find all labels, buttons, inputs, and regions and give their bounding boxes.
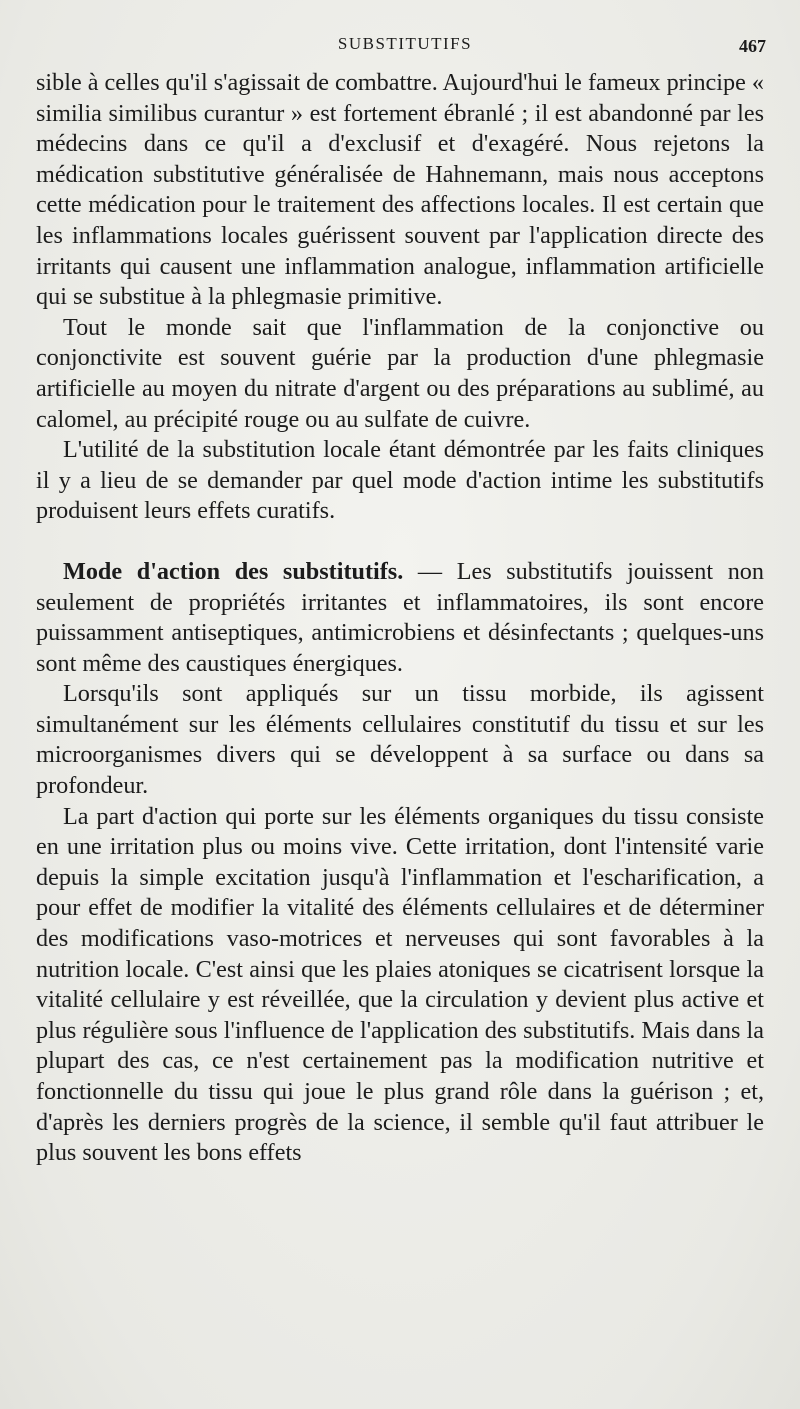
- body-text: [36, 68, 764, 1169]
- section-title: Mode d'action des substitutifs.: [63, 557, 404, 585]
- section-spacer: [36, 527, 764, 557]
- section-lead-paragraph: [36, 557, 764, 679]
- page-header: [40, 30, 770, 60]
- section-lead-text: — Les substitutifs jouissent non seulement de propriétés irritantes et inflammatoires, ils sont encore puissamment antiseptiques, antimicrobiens et désinfectants ; quelques-uns sont même des caustiques énergiques.: [36, 557, 764, 677]
- paragraph: La part d'action qui porte sur les éléments organiques du tissu consiste en une irritation plus ou moins vive. Cette irritation, dont l'intensité varie depuis la simple excitation jusqu'à l'inflammation et l'escharification, a pour effet de modifier la vitalité des éléments cellulaires et de déterminer des modifications vaso-motrices et nerveuses qui sont favorables à la nutrition locale. C'est ainsi que les plaies atoniques se cicatrisent lorsque la vitalité cellulaire y est réveillée, que la circulation y devient plus active et plus régulière sous l'influence de l'application des substitutifs. Mais dans la plupart des cas, ce n'est certainement pas la modification nutritive et fonctionnelle du tissu qui joue le plus grand rôle dans la guérison ; et, d'après les derniers progrès de la science, il semble qu'il faut attribuer le plus souvent les bons effets: [36, 802, 764, 1167]
- paragraph: Lorsqu'ils sont appliqués sur un tissu morbide, ils agissent simultanément sur les éléments cellulaires constitutif du tissu et sur les microorganismes divers qui se développent à sa surface ou dans sa profondeur.: [36, 680, 764, 800]
- paragraph: Tout le monde sait que l'inflammation de la conjonctive ou conjonctivite est souvent guérie par la production d'une phlegmasie artificielle au moyen du nitrate d'argent ou des préparations au sublimé, au calomel, au précipité rouge ou au sulfate de cuivre.: [36, 313, 764, 433]
- paragraph: sible à celles qu'il s'agissait de combattre. Aujourd'hui le fameux principe « similia similibus curantur » est fortement ébranlé ; il est abandonné par les médecins dans ce qu'il a d'exclusif et d'exagéré. Nous rejetons la médication substitutive généralisée de Hahnemann, mais nous acceptons cette médication pour le traitement des affections locales. Il est certain que les inflammations locales guérissent souvent par l'application directe des irritants qui causent une inflammation analogue, inflammation artificielle qui se substitue à la phlegmasie primitive.: [36, 69, 764, 311]
- paragraph: L'utilité de la substitution locale étant démontrée par les faits cliniques il y a lieu de se demander par quel mode d'action intime les substitutifs produisent leurs effets curatifs.: [36, 436, 764, 525]
- page-number: 467: [739, 36, 766, 56]
- running-title: SUBSTITUTIFS: [337, 34, 473, 53]
